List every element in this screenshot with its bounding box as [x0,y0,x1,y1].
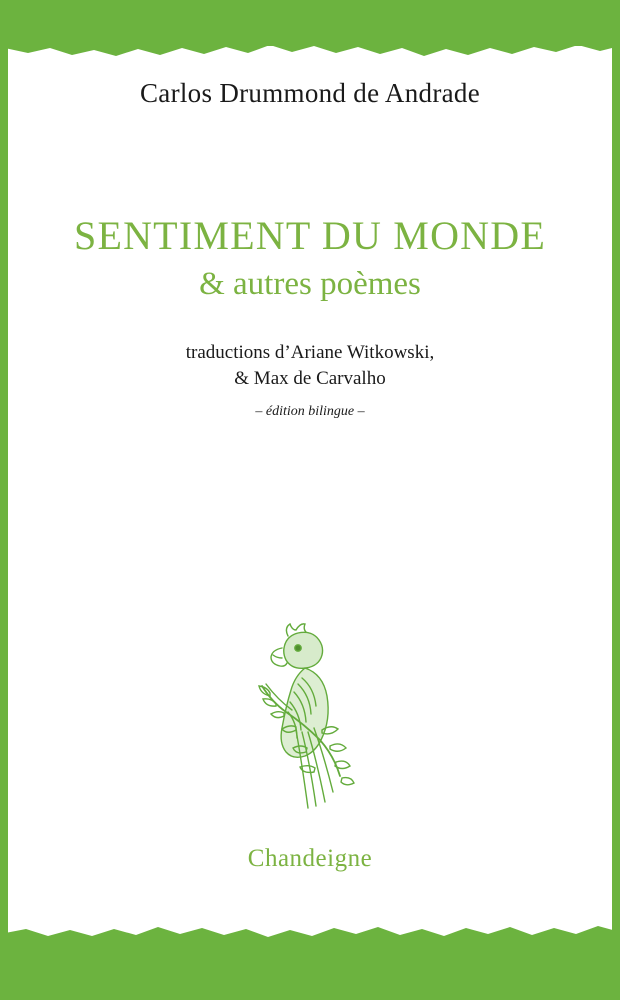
bottom-green-band [0,938,620,1000]
translator-line-1: traductions d’Ariane Witkowski, [185,342,435,363]
publisher-name: Chandeigne [247,845,373,872]
parrot-on-branch-engraving-icon [0,612,620,822]
top-band-torn-edge [0,40,620,62]
page-title: SENTIMENT DU MONDE [74,213,546,258]
translator-line-2: & Max de Carvalho [234,367,386,389]
page-subtitle: & autres poèmes [199,266,421,302]
edition-note: – édition bilingue – [255,404,365,419]
author-name: Carlos Drummond de Andrade [140,78,480,108]
bottom-band-torn-edge [0,922,620,944]
translators-credit [0,340,620,391]
